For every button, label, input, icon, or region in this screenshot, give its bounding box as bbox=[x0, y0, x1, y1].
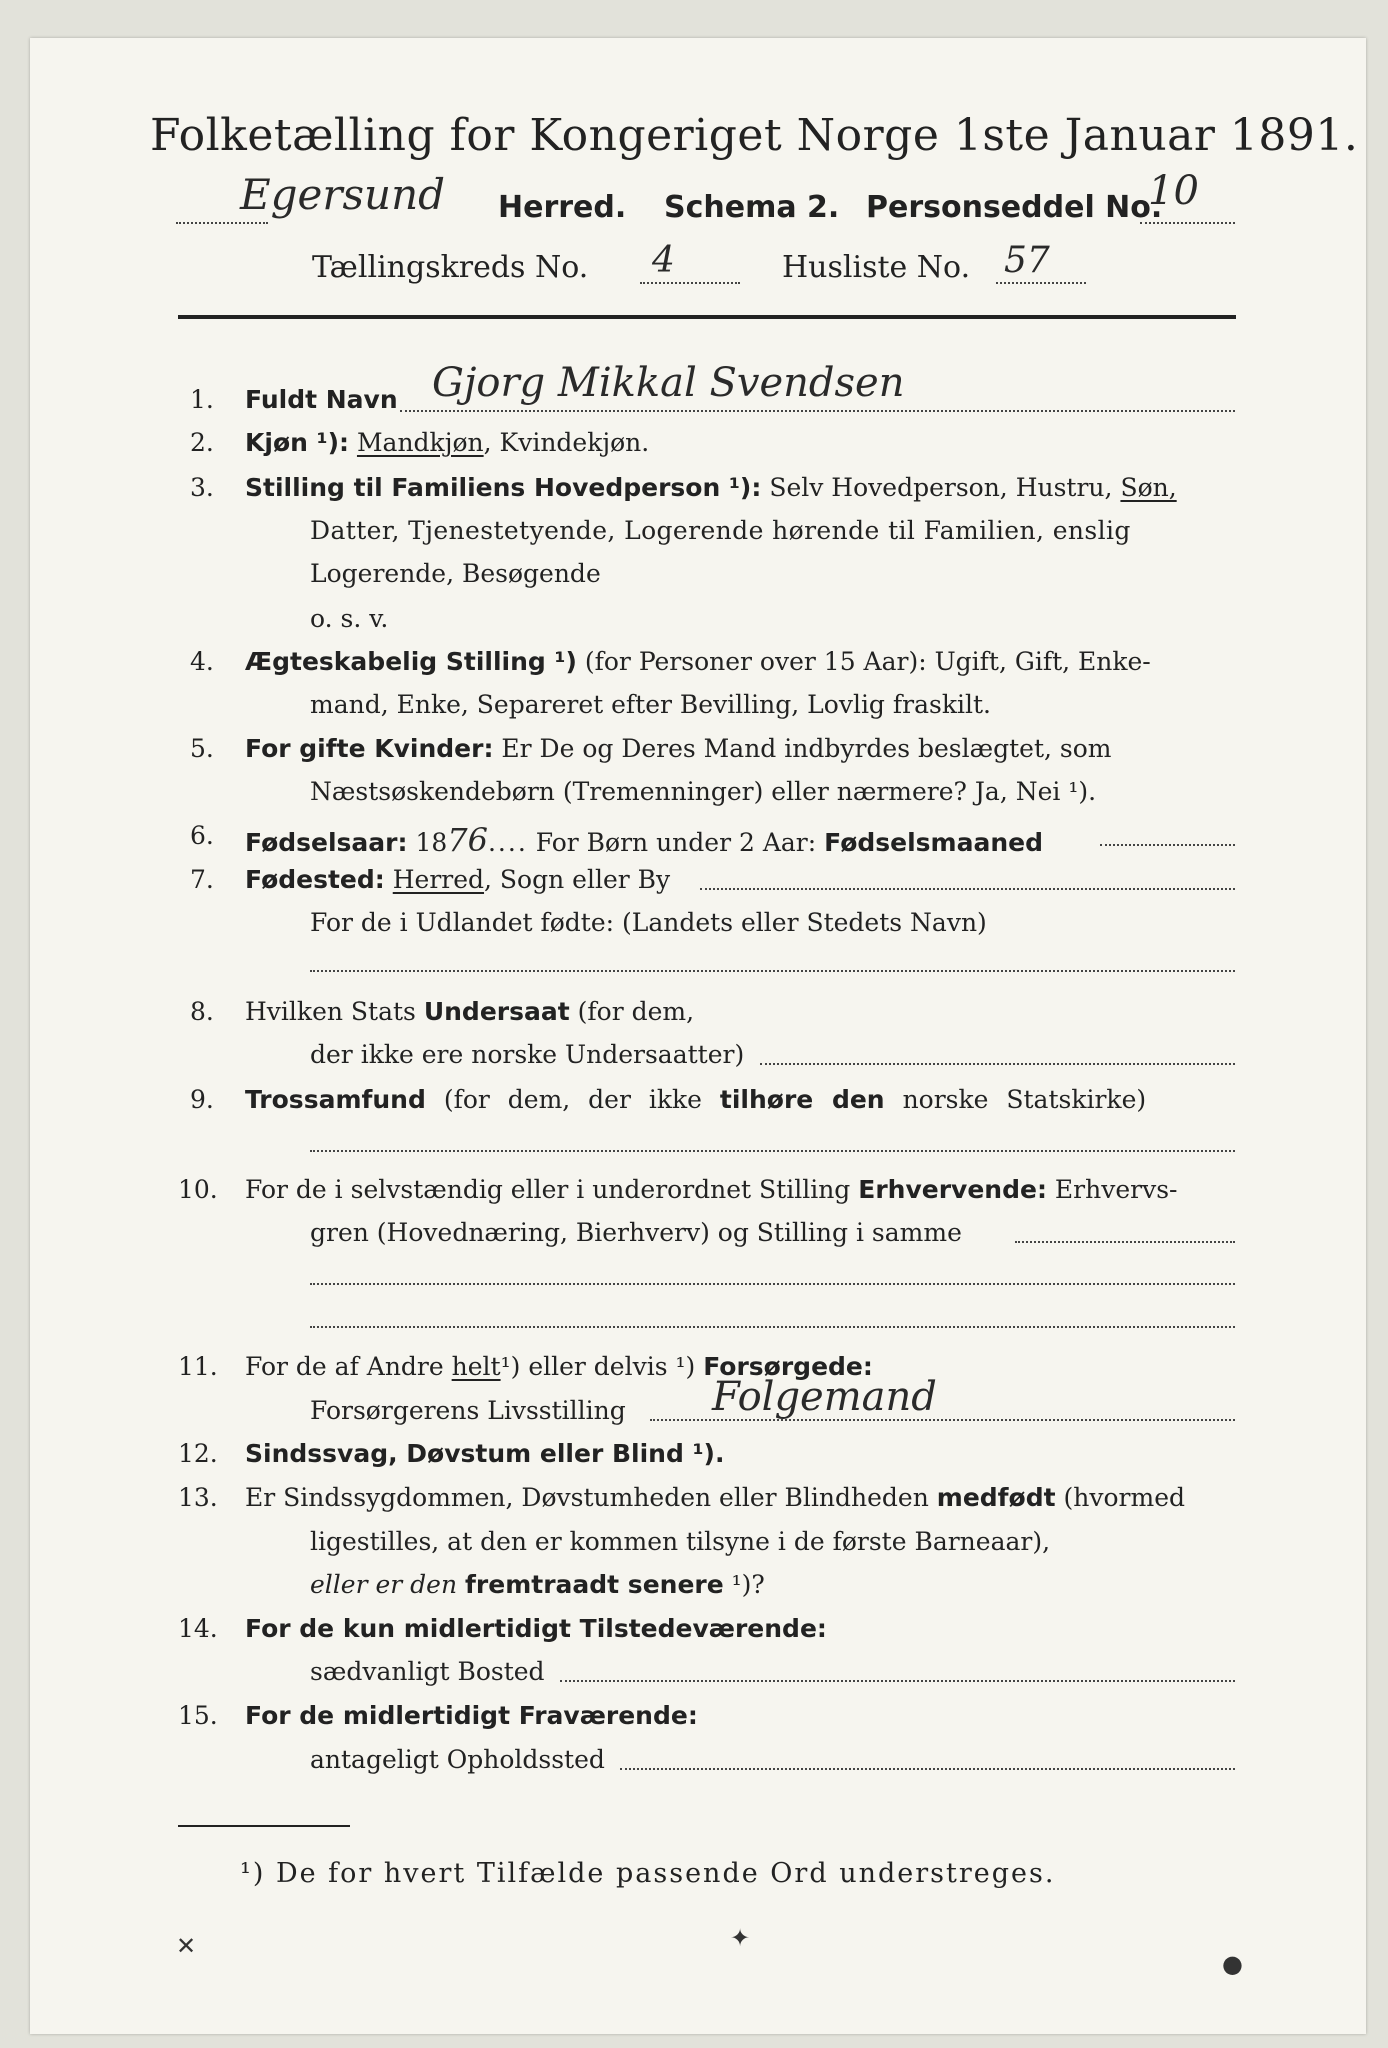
q12-label: Sindssvag, Døvstum eller Blind ¹). bbox=[245, 1439, 725, 1468]
q2-option-kvindekjon: , Kvindekjøn. bbox=[483, 428, 650, 457]
q3-line4: o. s. v. bbox=[310, 604, 389, 633]
taellingskreds-dotted-line bbox=[640, 282, 740, 284]
q15-dotted-line bbox=[620, 1768, 1235, 1770]
q14-line2: sædvanligt Bosted bbox=[310, 1657, 545, 1686]
census-form-sheet bbox=[30, 38, 1366, 2034]
q9-text-b: norske Statskirke) bbox=[902, 1085, 1147, 1114]
herred-dotted-line bbox=[176, 222, 268, 224]
q9-line1 bbox=[245, 1085, 1146, 1114]
q7-number: 7. bbox=[190, 865, 214, 894]
herred-value: Egersund bbox=[240, 170, 446, 219]
q10-dotted-line2 bbox=[310, 1283, 1235, 1285]
q4-number: 4. bbox=[190, 647, 214, 676]
q8-text-a: Hvilken Stats bbox=[245, 997, 416, 1026]
q5-question: Er De og Deres Mand indbyrdes beslægtet, som bbox=[501, 734, 1112, 763]
q10-dotted-line3 bbox=[310, 1326, 1235, 1328]
q11-dotted-line bbox=[650, 1419, 1235, 1421]
q10-line1 bbox=[245, 1175, 1177, 1204]
q7-label: Fødested: bbox=[245, 865, 385, 894]
q14-label: For de kun midlertidigt Tilstedeværende: bbox=[245, 1614, 827, 1643]
q8-number: 8. bbox=[190, 997, 214, 1026]
q4-line2: mand, Enke, Separeret efter Bevilling, Lovlig fraskilt. bbox=[310, 690, 991, 719]
q1-dotted-line bbox=[400, 410, 1235, 412]
q13-text-b: (hvormed bbox=[1063, 1483, 1186, 1512]
footnote: ¹) De for hvert Tilfælde passende Ord understreges. bbox=[240, 1858, 1056, 1889]
q3-number: 3. bbox=[190, 473, 214, 502]
q7-dotted-line bbox=[700, 888, 1235, 890]
q6-line: Fødselsaar: 1876.... For Børn under 2 Aar: Fødselsmaaned bbox=[245, 821, 1043, 859]
q9-label: Trossamfund bbox=[245, 1085, 426, 1114]
personseddel-dotted-line bbox=[1140, 222, 1235, 224]
q3-options: Selv Hovedperson, Hustru, bbox=[769, 473, 1113, 502]
husliste-value: 57 bbox=[1004, 240, 1050, 281]
q2-line bbox=[245, 428, 649, 457]
q11-text-a: For de af Andre bbox=[245, 1352, 444, 1381]
taellingskreds-label: Tællingskreds No. bbox=[312, 250, 589, 285]
q10-label: Erhvervende: bbox=[858, 1175, 1047, 1204]
q3-line3: Logerende, Besøgende bbox=[310, 559, 601, 588]
husliste-label: Husliste No. bbox=[782, 250, 971, 285]
taellingskreds-value: 4 bbox=[652, 240, 675, 281]
q4-line1 bbox=[245, 647, 1151, 676]
q1-label: Fuldt Navn bbox=[245, 385, 398, 414]
q4-options: (for Personer over 15 Aar): Ugift, Gift, Enke- bbox=[584, 647, 1151, 676]
q10-dotted-line bbox=[1015, 1241, 1235, 1243]
q7-option-herred: Herred bbox=[392, 865, 485, 894]
q6-number: 6. bbox=[190, 821, 214, 850]
q7-line2: For de i Udlandet fødte: (Landets eller Stedets Navn) bbox=[310, 908, 987, 937]
q9-label2: tilhøre den bbox=[719, 1085, 885, 1114]
q11-number: 11. bbox=[178, 1352, 218, 1381]
q8-line2: der ikke ere norske Undersaatter) bbox=[310, 1040, 745, 1069]
q8-label: Undersaat bbox=[423, 997, 570, 1026]
q10-text-b: Erhvervs- bbox=[1054, 1175, 1178, 1204]
q8-text-b: (for dem, bbox=[577, 997, 695, 1026]
q10-text-a: For de i selvstændig eller i underordnet Stilling bbox=[245, 1175, 851, 1204]
q2-number: 2. bbox=[190, 428, 214, 457]
q6-value: 76 bbox=[447, 821, 488, 859]
q5-line2: Næstsøskendebørn (Tremenninger) eller nærmere? Ja, Nei ¹). bbox=[310, 777, 1097, 806]
q7-dotted-line2 bbox=[310, 970, 1235, 972]
q2-option-mandkjon: Mandkjøn bbox=[356, 428, 484, 457]
q9-text-a: (for dem, der ikke bbox=[443, 1085, 702, 1114]
q11-text-b: ¹) eller delvis ¹) bbox=[500, 1352, 696, 1381]
q9-number: 9. bbox=[190, 1085, 214, 1114]
q7-rest: , Sogn eller By bbox=[484, 865, 671, 894]
q6-label: Fødselsaar: bbox=[245, 828, 408, 857]
q1-value: Gjorg Mikkal Svendsen bbox=[432, 360, 905, 406]
q6-rest: For Børn under 2 Aar: bbox=[535, 828, 817, 857]
q13-label2: fremtraadt senere bbox=[465, 1570, 724, 1599]
q13-line1 bbox=[245, 1483, 1185, 1512]
q6-prefix: 18 bbox=[415, 828, 448, 857]
q4-label: Ægteskabelig Stilling ¹) bbox=[245, 647, 577, 676]
q13-label: medfødt bbox=[936, 1483, 1056, 1512]
q3-line2: Datter, Tjenestetyende, Logerende hørende til Familien, enslig bbox=[310, 516, 1131, 545]
q9-dotted-line bbox=[310, 1150, 1235, 1152]
form-title: Folketælling for Kongeriget Norge 1ste Januar 1891. bbox=[150, 110, 1359, 161]
q13-text-d: ¹)? bbox=[731, 1570, 765, 1599]
personseddel-label: Personseddel No. bbox=[866, 190, 1163, 225]
q3-line1 bbox=[245, 473, 1177, 502]
schema-label: Schema 2. bbox=[664, 190, 840, 225]
q3-option-son: Søn, bbox=[1120, 473, 1177, 502]
q11-label: Forsørgede: bbox=[703, 1352, 873, 1381]
corner-mark-right: ● bbox=[1222, 1950, 1243, 1978]
q11-value: Folgemand bbox=[712, 1374, 937, 1420]
q5-line1 bbox=[245, 734, 1112, 763]
q11-line2: Forsørgerens Livsstilling bbox=[310, 1396, 626, 1425]
q12-number: 12. bbox=[178, 1439, 218, 1468]
q13-line3 bbox=[310, 1570, 765, 1599]
q13-text-c: eller er den bbox=[310, 1570, 458, 1599]
q6-label2: Fødselsmaaned bbox=[824, 828, 1043, 857]
q15-label: For de midlertidigt Fraværende: bbox=[245, 1701, 698, 1730]
header-rule bbox=[178, 315, 1236, 319]
husliste-dotted-line bbox=[996, 282, 1086, 284]
footnote-rule bbox=[178, 1825, 350, 1827]
q5-label: For gifte Kvinder: bbox=[245, 734, 494, 763]
q15-line2: antageligt Opholdssted bbox=[310, 1745, 605, 1774]
q6-dotted-line bbox=[1100, 844, 1235, 846]
q10-line2: gren (Hovednæring, Bierhverv) og Stilling i samme bbox=[310, 1218, 962, 1247]
q8-dotted-line bbox=[760, 1063, 1235, 1065]
q1-number: 1. bbox=[190, 385, 214, 414]
herred-label: Herred. bbox=[498, 190, 627, 225]
q13-text-a: Er Sindssygdommen, Døvstumheden eller Blindheden bbox=[245, 1483, 929, 1512]
q5-number: 5. bbox=[190, 734, 214, 763]
q3-label: Stilling til Familiens Hovedperson ¹): bbox=[245, 473, 762, 502]
q11-option-helt: helt bbox=[451, 1352, 501, 1381]
center-mark: ✦ bbox=[730, 1924, 751, 1952]
q7-line1 bbox=[245, 865, 670, 894]
q14-dotted-line bbox=[560, 1680, 1235, 1682]
corner-mark-left: ✕ bbox=[176, 1932, 197, 1960]
q14-number: 14. bbox=[178, 1614, 218, 1643]
q15-number: 15. bbox=[178, 1701, 218, 1730]
q13-number: 13. bbox=[178, 1483, 218, 1512]
personseddel-value: 10 bbox=[1148, 168, 1199, 214]
q10-number: 10. bbox=[178, 1175, 218, 1204]
q8-line1 bbox=[245, 997, 694, 1026]
q2-label: Kjøn ¹): bbox=[245, 428, 349, 457]
q13-line2: ligestilles, at den er kommen tilsyne i de første Barneaar), bbox=[310, 1527, 1051, 1556]
